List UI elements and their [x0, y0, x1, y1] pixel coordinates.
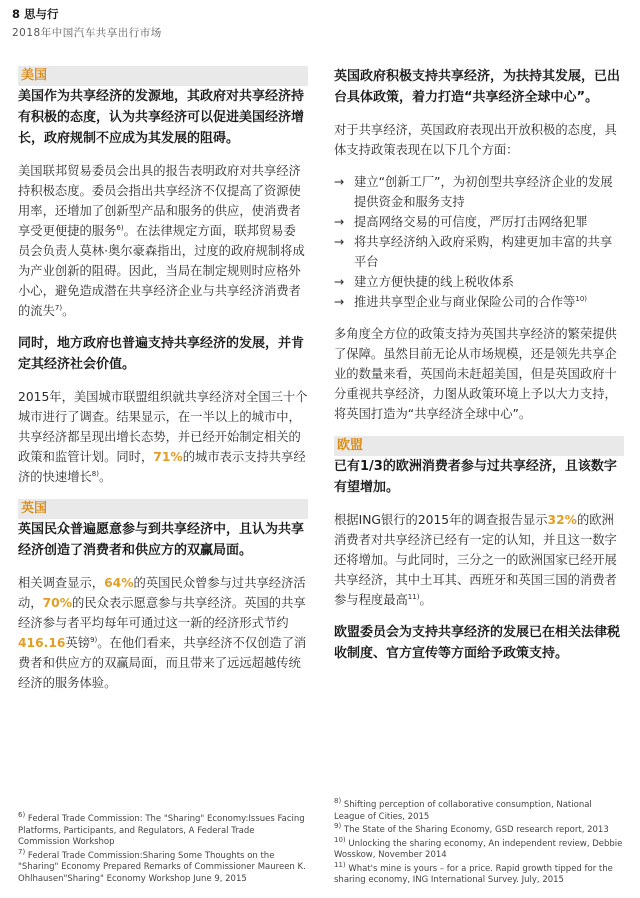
eu-paragraph: 根据ING银行的2015年的调查报告显示32%的欧洲消费者对共享经济已经有一定的认知，并且这一数字还将增加。与此同时，三分之一的欧洲国家已经开展共享经济，其中土耳其、西班牙和英国三国的消费者参与程度最高$^{11)}$。 [334, 513, 617, 607]
footnote-ref: 11) [407, 592, 420, 601]
eu-lead: 已有1/3的欧洲消费者参与过共享经济，且该数字有望增加。 [334, 459, 617, 495]
footnote: $^{7)}$ Federal Trade Commission:Sharing Some Thoughts on the "Sharing" Economy Prepared Remarks of Commissioner Maureen K. Ohlhausen"Sharing" Economy Workshop June 9, 2015 [18, 847, 306, 884]
uk-lead: 英国民众普遍愿意参与到共享经济中，且认为共享经济创造了消费者和供应方的双赢局面。 [18, 522, 305, 558]
page-number: 8 [12, 7, 21, 21]
footnote: $^{8)}$ Shifting perception of collaborative consumption, National League of Cities, 2015 [334, 797, 592, 822]
policy-bullet: → 将共享经济纳入政府采购，构建更加丰富的共享平台 [334, 232, 624, 272]
us-paragraph-2: 2015年，美国城市联盟组织就共享经济对全国三十个城市进行了调查。结果显示，在一半以上的城市中，共享经济都呈现出增长态势，并已经开始制定相关的政策和监管计划。同时，71%的城市表示支持共享经济的快速增长$^{8)}$。 [18, 390, 308, 484]
footnote: $^{10)}$ Unlocking the sharing economy, An independent review, Debbie Wosskow, November 2014 [334, 835, 623, 860]
us-paragraph-1: 美国联邦贸易委员会出具的报告表明政府对共享经济持积极态度。委员会指出共享经济不仅提高了资源使用率，还增加了创新型产品和服务的供应，使消费者享受更便捷的服务$^{6)}$。在法律规定方面，联邦贸易委员会负责人莫林·奥尔豪森指出，过度的政府规制将成为产业创新的阻碍。因此，当局在制定规则时应格外小心，避免造成潜在共享经济企业与共享经济消费者的流失$^{7)}$。 [18, 164, 305, 318]
footnotes-left [18, 811, 308, 887]
us-lead: 美国作为共享经济的发源地，其政府对共享经济持有积极的态度，认为共享经济可以促进美国经济增长，政府规制不应成为其发展的阻碍。 [18, 89, 305, 146]
eu-lead-2: 欧盟委员会为支持共享经济的发展已在相关法律税收制度、官方宣传等方面给予政策支持。 [334, 625, 621, 661]
footnote-ref: 6) [116, 223, 124, 232]
footnote-ref: 10) [575, 294, 587, 303]
policy-bullet: → 推进共享型企业与商业保险公司的合作等$^{10)}$ [334, 292, 624, 312]
uk-gov-lead: 英国政府积极支持共享经济，为扶持其发展，已出台具体政策，着力打造“共享经济全球中心”。 [334, 69, 621, 105]
highlight-stat: 64% [104, 576, 134, 590]
highlight-stat: 32% [547, 513, 577, 527]
footnote-ref: 7) [54, 303, 63, 312]
uk-gov-conclusion: 多角度全方位的政策支持为英国共享经济的繁荣提供了保障。虽然目前无论从市场规模，还是领先共享企业的数量来看，英国尚未赶超美国，但是英国政府十分重视共享经济，力图从政策环境上予以大力支持，将英国打造为“共享经济全球中心”。 [334, 327, 617, 421]
footnote-ref: 8) [91, 469, 99, 478]
highlight-stat: 416.16 [18, 636, 66, 650]
page-title [12, 6, 162, 22]
policy-bullet: → 建立方便快捷的线上税收体系 [334, 272, 624, 292]
uk-paragraph: 相关调查显示，64%的英国民众曾参与过共享经济活动，70%的民众表示愿意参与共享经济。英国的共享经济参与者平均每年可通过这一新的经济形式节约416.16英镑$^{9)}$。在他们看来，共享经济不仅创造了消费者和供应方的双赢局面，而且带来了远远超越传统经济的服务体验。 [18, 576, 307, 690]
left-column [18, 66, 308, 693]
footnote: $^{6)}$ Federal Trade Commission: The "Sharing" Economy:Issues Facing Platforms, Participants, and Regulators, A Federal Trade Commission Workshop [18, 811, 305, 847]
section-title-uk: 英国 [18, 499, 308, 519]
arrow-icon: → [334, 275, 345, 289]
section-title-eu: 欧盟 [334, 436, 624, 456]
highlight-stat: 70% [42, 596, 73, 610]
us-lead-2: 同时，地方政府也普遍支持共享经济的发展，并肯定其经济社会价值。 [18, 336, 305, 372]
publication-title: 思与行 [24, 7, 59, 21]
policy-bullet: → 建立“创新工厂”，为初创型共享经济企业的发展提供资金和服务支持 [334, 172, 624, 212]
right-column [334, 66, 624, 664]
uk-gov-intro: 对于共享经济，英国政府表现出开放积极的态度，具体支持政策表现在以下几个方面： [334, 123, 617, 157]
footnote: $^{11)}$ What's mine is yours – for a price. Rapid growth tipped for the sharing economy, ING International Survey. July, 2015 [334, 860, 613, 885]
report-subtitle: 2018年中国汽车共享出行市场 [12, 27, 162, 39]
footnotes-right [334, 797, 624, 889]
arrow-icon: → [334, 235, 345, 249]
page-header [12, 6, 162, 40]
section-title-us: 美国 [18, 66, 308, 86]
policy-bullet: → 提高网络交易的可信度，严厉打击网络犯罪 [334, 212, 624, 232]
footnote: $^{9)}$ The State of the Sharing Economy, GSD research report, 2013 [334, 822, 609, 835]
arrow-icon: → [334, 175, 345, 189]
footnote-ref: 9) [90, 635, 98, 644]
highlight-stat: 71% [153, 450, 183, 464]
arrow-icon: → [334, 215, 345, 229]
arrow-icon: → [334, 295, 345, 309]
